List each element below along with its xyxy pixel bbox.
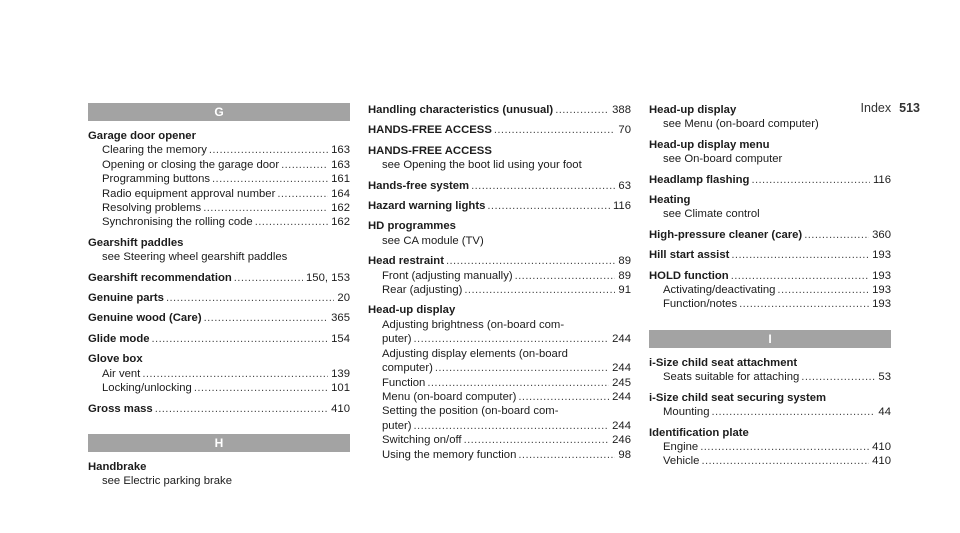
entry-text: Hill start assist <box>649 249 730 262</box>
index-subentry <box>88 381 350 395</box>
index-entry <box>368 123 631 137</box>
entry-text: Programming buttons <box>102 173 210 186</box>
page-reference-link[interactable]: 89 <box>618 255 631 268</box>
index-entry <box>649 138 891 152</box>
index-entry <box>649 269 891 283</box>
section-letter-band: H <box>88 434 350 452</box>
index-entry <box>649 228 891 242</box>
entry-text: Seats suitable for attaching <box>663 371 800 384</box>
index-column-3 <box>649 103 891 469</box>
index-subentry <box>368 448 631 462</box>
page-reference-link[interactable]: 193 <box>872 284 891 297</box>
dot-leader <box>515 269 616 283</box>
index-subentry <box>368 158 631 172</box>
entry-text: Gross mass <box>88 402 153 415</box>
entry-text: Hands-free system <box>368 179 470 192</box>
index-entry <box>88 271 350 285</box>
index-subentry <box>649 440 891 454</box>
section-gap <box>649 312 891 330</box>
index-entry <box>649 103 891 117</box>
entry-text: Synchronising the rolling code <box>102 216 253 229</box>
entry-text: Headlamp flashing <box>649 173 750 186</box>
entry-text: see Steering wheel gearshift paddles <box>102 251 288 264</box>
entry-text: HOLD function <box>649 269 729 282</box>
index-entry <box>368 103 631 117</box>
entry-text: Menu (on-board computer) <box>382 390 517 403</box>
dot-leader <box>731 248 869 262</box>
index-entry <box>88 236 350 250</box>
dot-leader <box>701 454 869 468</box>
index-subentry <box>368 390 631 404</box>
entry-text: Handbrake <box>88 460 147 473</box>
page-reference-link[interactable]: 44 <box>878 406 891 419</box>
dot-leader <box>166 291 334 305</box>
dot-leader <box>739 297 869 311</box>
page-reference-link[interactable]: 162 <box>331 216 350 229</box>
entry-text: Head-up display menu <box>649 138 770 151</box>
page-reference-link[interactable]: 139 <box>331 367 350 380</box>
dot-leader <box>155 402 328 416</box>
page-reference-link[interactable]: 63 <box>618 179 631 192</box>
entry-text: Rear (adjusting) <box>382 284 463 297</box>
entry-text: Glove box <box>88 353 143 366</box>
dot-leader <box>427 376 609 390</box>
page-reference-link[interactable]: 244 <box>612 390 631 403</box>
entry-text: Handling characteristics (unusual) <box>368 104 554 116</box>
entry-text: Activating/deactivating <box>663 284 776 297</box>
index-subentry <box>649 117 891 131</box>
page-number: 513 <box>899 101 920 115</box>
index-entry <box>649 426 891 440</box>
page-reference-link[interactable]: 70 <box>618 124 631 137</box>
entry-text: Genuine parts <box>88 292 164 305</box>
index-subentry <box>368 283 631 297</box>
dot-leader <box>204 311 329 325</box>
index-entry <box>368 254 631 268</box>
index-subentry <box>88 474 350 488</box>
dot-leader <box>255 215 328 229</box>
dot-leader <box>700 440 869 454</box>
index-subentry <box>88 143 350 157</box>
page-reference-link[interactable]: 162 <box>331 202 350 215</box>
index-subentry <box>368 318 631 332</box>
index-entry <box>88 291 350 305</box>
dot-leader <box>446 254 615 268</box>
entry-text: HD programmes <box>368 220 456 233</box>
page-reference-link[interactable]: 89 <box>618 269 631 282</box>
dot-leader <box>751 173 870 187</box>
section-letter-band: G <box>88 103 350 121</box>
dot-leader <box>801 370 875 384</box>
entry-text: Genuine wood (Care) <box>88 312 202 325</box>
page-reference-link[interactable]: 365 <box>331 312 350 325</box>
page-reference-link[interactable]: 388 <box>612 104 631 116</box>
dot-leader <box>464 283 615 297</box>
entry-text: Switching on/off <box>382 434 462 447</box>
page-reference-link[interactable]: 98 <box>618 448 631 461</box>
page-reference-link[interactable]: 193 <box>872 298 891 311</box>
index-subentry <box>88 201 350 215</box>
index-subentry <box>368 332 631 346</box>
dot-leader <box>731 269 869 283</box>
entry-text: see CA module (TV) <box>382 234 484 247</box>
page-reference-link[interactable]: 161 <box>331 173 350 186</box>
entry-text: Locking/unlocking <box>102 382 192 395</box>
index-entry <box>368 179 631 193</box>
dot-leader <box>518 390 609 404</box>
index-subentry <box>649 370 891 384</box>
index-entry <box>649 173 891 187</box>
page-reference-link[interactable]: 20 <box>337 292 350 305</box>
dot-leader <box>471 179 615 193</box>
entry-text: Gearshift recommendation <box>88 271 232 284</box>
index-subentry <box>368 404 631 418</box>
dot-leader <box>464 433 610 447</box>
index-subentry <box>88 187 350 201</box>
entry-text: Mounting <box>663 406 710 419</box>
entry-text: see Menu (on-board computer) <box>663 118 819 131</box>
page-reference-link[interactable]: 154 <box>331 332 350 345</box>
index-subentry <box>368 419 631 433</box>
index-entry <box>88 311 350 325</box>
dot-leader <box>414 419 610 433</box>
entry-text: Garage door opener <box>88 130 196 142</box>
dot-leader <box>194 381 328 395</box>
page-reference-link[interactable]: 116 <box>872 173 891 186</box>
section-gap <box>88 416 350 434</box>
index-column-2 <box>368 103 631 462</box>
page-reference-link[interactable]: 91 <box>618 284 631 297</box>
entry-text: i-Size child seat attachment <box>649 356 798 369</box>
index-subentry <box>368 376 631 390</box>
index-subentry <box>88 215 350 229</box>
dot-leader <box>281 158 328 172</box>
entry-text: Engine <box>663 440 699 453</box>
entry-text: Radio equipment approval number <box>102 187 276 200</box>
entry-text: Resolving problems <box>102 202 202 215</box>
entry-text: Heating <box>649 194 691 207</box>
page-reference-link[interactable]: 193 <box>872 269 891 282</box>
index-subentry <box>649 297 891 311</box>
dot-leader <box>209 143 328 157</box>
index-subentry <box>368 269 631 283</box>
index-subentry <box>88 172 350 186</box>
page-reference-link[interactable]: 244 <box>612 419 631 432</box>
page-reference-link[interactable]: 246 <box>612 434 631 447</box>
index-entry <box>649 356 891 370</box>
entry-text: see Opening the boot lid using your foot <box>382 159 582 172</box>
index-subentry <box>88 250 350 264</box>
index-entry <box>649 193 891 207</box>
page-reference-link[interactable]: 244 <box>612 333 631 346</box>
dot-leader <box>494 123 616 137</box>
index-entry <box>88 402 350 416</box>
page-reference-link[interactable]: 163 <box>331 144 350 157</box>
page-reference-link[interactable]: 116 <box>612 200 631 213</box>
entry-text: computer) <box>382 362 433 375</box>
index-entry <box>88 332 350 346</box>
entry-text: see Electric parking brake <box>102 475 232 488</box>
section-letter-band: I <box>649 330 891 348</box>
index-subentry <box>649 152 891 166</box>
entry-text: Adjusting brightness (on-board com- <box>382 318 565 331</box>
entry-text: Air vent <box>102 367 141 380</box>
dot-leader <box>487 199 610 213</box>
entry-text: puter) <box>382 419 412 432</box>
index-subentry <box>368 347 631 361</box>
index-label: Index <box>860 101 892 115</box>
entry-text: Identification plate <box>649 426 749 439</box>
entry-text: Adjusting display elements (on-board <box>382 347 568 360</box>
entry-text: Hazard warning lights <box>368 200 486 213</box>
index-subentry <box>368 361 631 375</box>
entry-text: Clearing the memory <box>102 144 207 157</box>
entry-text: High-pressure cleaner (care) <box>649 228 803 241</box>
index-subentry <box>649 405 891 419</box>
page-reference-link[interactable]: 53 <box>878 371 891 384</box>
entry-text: Using the memory function <box>382 448 517 461</box>
entry-text: Function <box>382 376 426 389</box>
page-reference-link[interactable]: 101 <box>331 382 350 395</box>
entry-text: Function/notes <box>663 298 738 311</box>
entry-text: Head-up display <box>649 104 737 116</box>
page-reference-link[interactable]: 150, 153 <box>306 271 350 284</box>
index-subentry <box>368 234 631 248</box>
entry-text: HANDS-FREE ACCESS <box>368 124 492 137</box>
index-subentry <box>649 283 891 297</box>
entry-text: Glide mode <box>88 332 150 345</box>
dot-leader <box>277 187 328 201</box>
dot-leader <box>234 271 303 285</box>
entry-text: puter) <box>382 333 412 346</box>
index-entry <box>368 303 631 317</box>
page-reference-link[interactable]: 410 <box>872 455 891 468</box>
index-subentry <box>368 433 631 447</box>
index-column-1 <box>88 103 350 489</box>
index-entry <box>88 460 350 474</box>
dot-leader <box>518 448 615 462</box>
index-entry <box>88 352 350 366</box>
dot-leader <box>212 172 328 186</box>
index-subentry <box>649 207 891 221</box>
entry-text: Head-up display <box>368 304 456 317</box>
entry-text: i-Size child seat securing system <box>649 391 827 404</box>
entry-text: Front (adjusting manually) <box>382 269 513 282</box>
page-reference-link[interactable]: 193 <box>872 249 891 262</box>
index-entry <box>649 391 891 405</box>
index-entry <box>368 219 631 233</box>
index-entry <box>88 129 350 143</box>
entry-text: Gearshift paddles <box>88 236 184 249</box>
dot-leader <box>555 103 609 117</box>
page-reference-link[interactable]: 410 <box>331 402 350 415</box>
entry-text: Vehicle <box>663 455 700 468</box>
page-reference-link[interactable]: 410 <box>872 440 891 453</box>
index-entry <box>368 144 631 158</box>
page-reference-link[interactable]: 245 <box>612 376 631 389</box>
dot-leader <box>142 367 328 381</box>
dot-leader <box>435 361 609 375</box>
page-reference-link[interactable]: 164 <box>331 187 350 200</box>
index-entry <box>649 248 891 262</box>
entry-text: see Climate control <box>663 208 760 221</box>
dot-leader <box>152 332 329 346</box>
entry-text: see On-board computer <box>663 153 783 166</box>
page-reference-link[interactable]: 360 <box>872 228 891 241</box>
dot-leader <box>804 228 869 242</box>
index-subentry <box>649 454 891 468</box>
page-reference-link[interactable]: 244 <box>612 362 631 375</box>
entry-text: HANDS-FREE ACCESS <box>368 144 492 157</box>
index-subentry <box>88 158 350 172</box>
entry-text: Head restraint <box>368 255 444 268</box>
dot-leader <box>414 332 610 346</box>
index-entry <box>368 199 631 213</box>
dot-leader <box>777 283 869 297</box>
entry-text: Setting the position (on-board com- <box>382 405 559 418</box>
dot-leader <box>711 405 875 419</box>
entry-text: Opening or closing the garage door <box>102 158 280 171</box>
page-reference-link[interactable]: 163 <box>331 158 350 171</box>
index-subentry <box>88 367 350 381</box>
dot-leader <box>203 201 328 215</box>
